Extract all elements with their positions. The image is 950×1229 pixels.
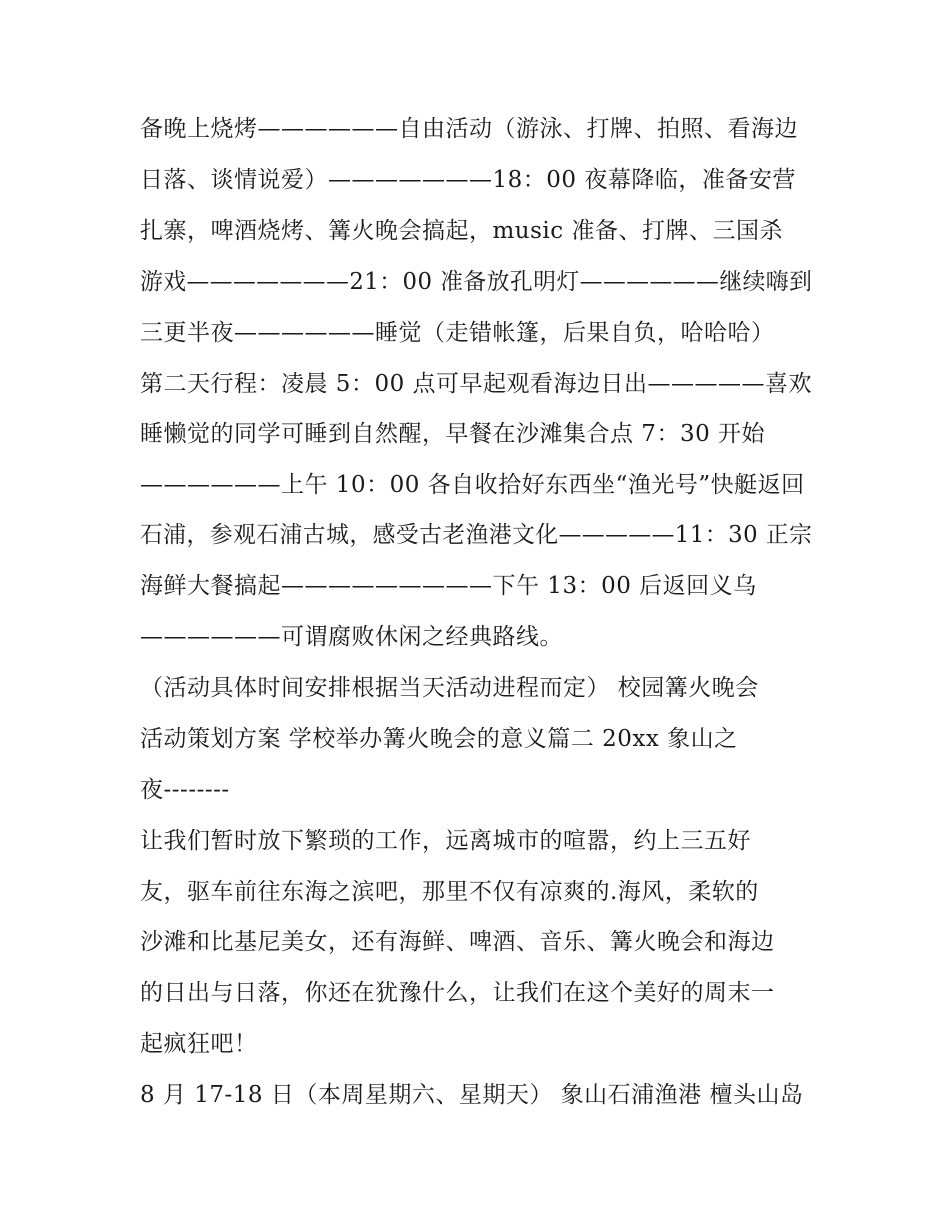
text-line: 友，驱车前往东海之滨吧，那里不仅有凉爽的.海风，柔软的 — [140, 879, 759, 905]
text-line: 日落、谈情说爱）———————18：00 夜幕降临，准备安营 — [140, 167, 796, 193]
text-line: 8 月 17-18 日（本周星期六、星期天） 象山石浦渔港 檀头山岛 — [140, 1082, 804, 1108]
text-line: ——————可谓腐败休闲之经典路线。 — [140, 624, 563, 650]
text-line: 让我们暂时放下繁琐的工作，远离城市的喧嚣，约上三五好 — [140, 828, 751, 854]
text-line: 海鲜大餐搞起—————————下午 13：00 后返回义乌 — [140, 573, 757, 599]
text-line: 起疯狂吧！ — [140, 1031, 258, 1057]
text-line: 夜-------- — [140, 777, 230, 803]
text-line: 第二天行程：凌晨 5：00 点可早起观看海边日出—————喜欢 — [140, 371, 813, 397]
text-line: ——————上午 10：00 各自收拾好东西坐“渔光号”快艇返回 — [140, 472, 805, 498]
text-line: 活动策划方案 学校举办篝火晚会的意义篇二 20xx 象山之 — [140, 726, 738, 752]
text-line: 沙滩和比基尼美女，还有海鲜、啤酒、音乐、篝火晚会和海边 — [140, 929, 775, 955]
text-line: 睡懒觉的同学可睡到自然醒，早餐在沙滩集合点 7：30 开始 — [140, 421, 766, 447]
text-line: 游戏———————21：00 准备放孔明灯——————继续嗨到 — [140, 269, 813, 295]
text-line: 石浦，参观石浦古城，感受古老渔港文化—————11：30 正宗 — [140, 522, 813, 548]
text-line: 的日出与日落，你还在犹豫什么，让我们在这个美好的周末一 — [140, 980, 775, 1006]
text-line: 扎寨，啤酒烧烤、篝火晚会搞起，music 准备、打牌、三国杀 — [140, 218, 783, 244]
text-line: 三更半夜——————睡觉（走错帐篷，后果自负，哈哈哈） — [140, 320, 775, 346]
text-line: （活动具体时间安排根据当天活动进程而定） 校园篝火晚会 — [140, 675, 759, 701]
text-line: 备晚上烧烤——————自由活动（游泳、打牌、拍照、看海边 — [140, 116, 798, 142]
